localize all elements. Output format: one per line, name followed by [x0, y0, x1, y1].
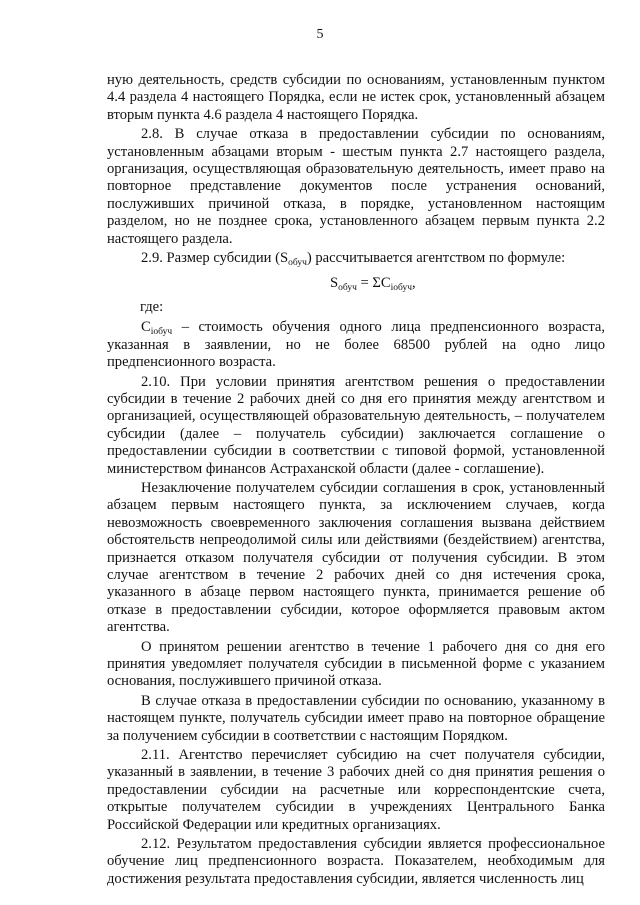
definition-text: – стоимость обучения одного лица предпенсионного возраста, указанная в заявлении, но не более 68500 рублей на одно лицо предпенсионного возраста.	[107, 319, 605, 371]
where-label: где:	[140, 298, 164, 315]
paragraph-2-10: 2.10. При условии принятия агентством решения о предоставлении субсидии в течение 2 рабочих дней со дня его принятия между агентством и организацией, осуществляющей образовательную деятельность, – получателем субсидии (далее – получатель субсидии) заключается соглашение о предоставлении субсидии в соответствии с типовой формой, установленной министерством финансов Астраханской области (далее - соглашение).	[107, 373, 605, 477]
paragraph-non-conclusion: Незаключение получателем субсидии соглашения в срок, установленный абзацем первым настоящего пункта, за исключением случаев, когда невозможность своевременного заключения соглашения вызвана действием обстоятельств непреодолимой силы или действиями (бездействием) агентства, признается отказом получателя субсидии от получения субсидии. В этом случае агентством в течение 2 рабочих дней со дня истечения срока, указанного в абзаце первом настоящего пункта, принимается решение об отказе в предоставлении субсидии, которое оформляется правовым актом агентства.	[107, 479, 605, 636]
formula-s: S	[330, 275, 339, 292]
paragraph-repeat-request: В случае отказа в предоставлении субсидии по основанию, указанному в настоящем пункте, получатель субсидии имеет право на повторное обращение за получением субсидии в соответствии с настоящим Порядком.	[107, 692, 605, 744]
definition-c	[107, 319, 605, 371]
formula-s-subscript: обуч	[338, 283, 357, 294]
formula	[107, 275, 605, 292]
formula-end: ,	[412, 275, 416, 292]
formula-c-subscript: iобуч	[390, 283, 413, 294]
page-number: 5	[316, 27, 324, 42]
paragraph-2-11: 2.11. Агентство перечисляет субсидию на счет получателя субсидии, указанный в заявлении, в течение 3 рабочих дней со дня принятия решения о предоставлении субсидии на расчетные или корреспондентские счета, открытые получателем субсидии в учреждениях Центрального Банка Российской Федерации или кредитных организациях.	[107, 747, 605, 833]
p29-subscript: обуч	[288, 258, 307, 269]
paragraph-2-8: 2.8. В случае отказа в предоставлении субсидии по основаниям, установленным абзацами вторым - шестым пункта 2.7 настоящего раздела, организация, осуществляющая образовательную деятельность, имеет право на повторное представление документов после устранения оснований, послуживших причиной отказа, в порядке, установленном настоящим разделом, но не позднее срока, установленного абзацем первым пункта 2.2 настоящего раздела.	[107, 126, 605, 247]
definition-symbol: C	[141, 319, 151, 336]
paragraph-2-12: 2.12. Результатом предоставления субсидии является профессиональное обучение лиц предпенсионного возраста. Показателем, необходимым для достижения результата предоставления субсидии, является численность лиц	[107, 836, 605, 887]
definition-subscript: iобуч	[150, 327, 173, 338]
formula-sum: = ΣC	[356, 275, 391, 292]
paragraph-2-9	[107, 250, 605, 267]
paragraph-continuation: ную деятельность, средств субсидии по основаниям, установленным пунктом 4.4 раздела 4 настоящего Порядка, если не истек срок, установленный абзацем вторым пункта 4.6 раздела 4 настоящего Порядка.	[107, 72, 605, 123]
p29-after: ) рассчитывается агентством по формуле:	[306, 250, 566, 267]
paragraph-notification: О принятом решении агентство в течение 1 рабочего дня со дня его принятия уведомляет получателя субсидии в письменной форме с указанием основания, послужившего причиной отказа.	[107, 638, 605, 690]
p29-before: 2.9. Размер субсидии (S	[141, 250, 289, 267]
